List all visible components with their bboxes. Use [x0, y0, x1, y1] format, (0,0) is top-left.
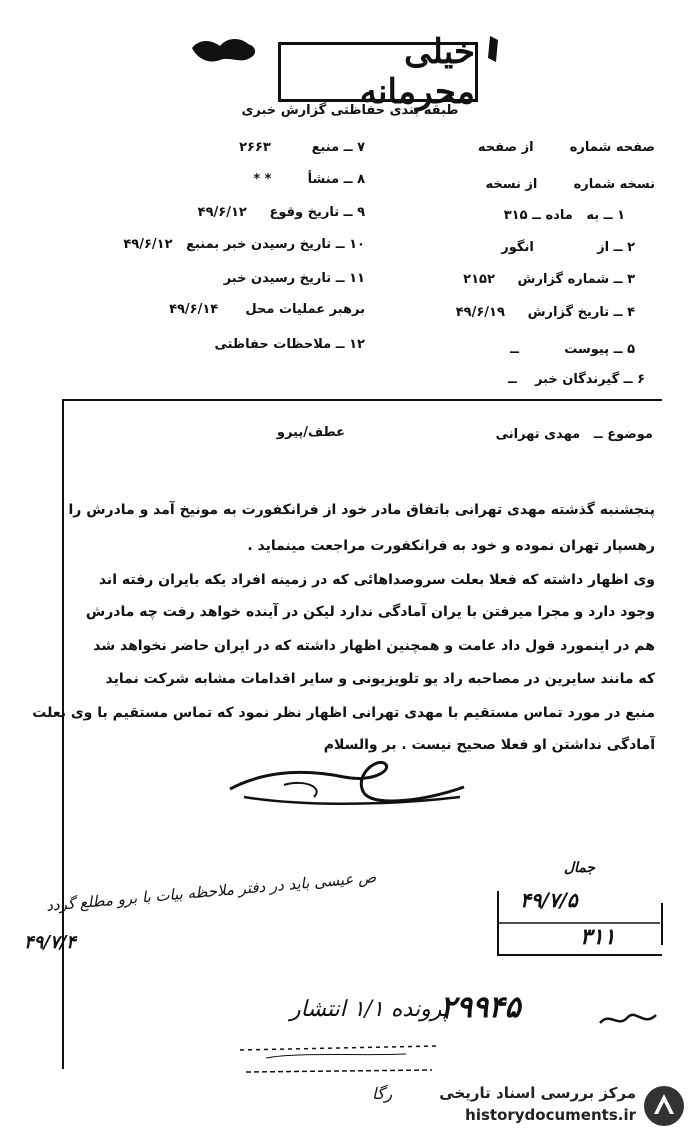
field-from: ۲ ــ از انگور: [501, 240, 635, 255]
field-occurrence-date: ۹ ــ تاریخ وقوع ۴۹/۶/۱۲: [197, 205, 365, 220]
body-line-4: وجود دارد و مجرا میرفتن با یران آمادگی ندارد لیکن در آینده خواهد رفت چه مادرش: [85, 604, 655, 620]
field-attachment: ۵ ــ پیوست ــ: [510, 342, 635, 357]
archive-number: ۲۹۹۴۵: [440, 990, 521, 1025]
margin-note-date: ۴۹/۷/۴: [24, 932, 76, 953]
field-to: ۱ ــ به ماده ــ ۳۱۵: [503, 208, 625, 223]
body-line-1: پنجشنبه گذشته مهدی تهرانی باتفاق مادر خود از فرانکفورت به مونیخ آمد و مادرش را: [68, 502, 655, 518]
stamp-text: خیلی محرمانه: [359, 32, 475, 112]
field-copy-number: نسخه شماره از نسخه: [485, 177, 655, 192]
field-report-number: ۳ ــ شماره گزارش ۲۱۵۲: [463, 272, 635, 287]
date-stamp-bottom: ۳۱۱: [580, 924, 616, 950]
body-line-7: منبع در مورد تماس مستقیم با مهدی تهرانی اظهار نظر نمود که تماس مستقیم با وی بعلت: [32, 705, 655, 721]
field-recipients: ۶ ــ گیرندگان خبر ــ: [507, 372, 645, 387]
watermark-url: historydocuments.ir: [465, 1106, 636, 1124]
field-origin: ۸ ــ منشأ * *: [253, 172, 365, 187]
watermark: [400, 1080, 690, 1134]
bottom-initials: رگا: [372, 1084, 393, 1103]
field-received-date: ۱۱ ــ تاریخ رسیدن خبر: [223, 271, 365, 286]
subject-line: موضوع ــ مهدی تهرانی: [495, 427, 653, 442]
field-local-operations: برهبر عملیات محل ۴۹/۶/۱۴: [169, 302, 365, 317]
field-page-number: صفحه شماره از صفحه: [477, 140, 655, 155]
classification-stamp: [278, 32, 478, 112]
field-report-date: ۴ ــ تاریخ گزارش ۴۹/۶/۱۹: [455, 305, 635, 320]
reference-label: عطف/پیرو: [276, 425, 345, 440]
field-source: ۷ ــ منبع ۲۶۶۳: [239, 140, 365, 155]
receiver-name: جمال: [563, 860, 595, 876]
archive-prefix-mark: [596, 1003, 662, 1033]
watermark-title: مرکز بررسی اسناد تاریخی: [439, 1084, 636, 1102]
archive-logo-icon: [642, 1084, 686, 1128]
field-source-received-date: ۱۰ ــ تاریخ رسیدن خبر بمنبع ۴۹/۶/۱۲: [123, 237, 365, 252]
date-stamp-top: ۴۹/۷/۵: [520, 888, 578, 912]
margin-note: ص عیسی باید در دفتر ملاحظه بیات با برو مطلع گردد: [45, 868, 377, 915]
document-subtitle: طبقه بندی حفاظتی گزارش خبری: [241, 103, 459, 118]
ink-mark-right: [484, 34, 504, 64]
body-line-8: آمادگی نداشتن او فعلا صحیح نیست . بر والسلام: [323, 737, 655, 753]
ink-blot-left: [190, 34, 260, 66]
body-line-5: هم در اینمورد قول داد عامت و همچنین اظهار داشته که در ایران حاضر نخواهد شد: [93, 638, 655, 654]
signature: [224, 757, 470, 817]
body-line-2: رهسپار تهران نموده و خود به فرانکفورت مراجعت مینماید .: [247, 538, 655, 554]
archive-note: پرونده ۱/۱ انتشار: [290, 997, 449, 1022]
body-line-3: وی اظهار داشته که فعلا بعلت سروصداهائی که در زمینه افراد یکه بایران رفته اند: [98, 572, 655, 588]
body-line-6: که مانند سایرین در مصاحبه راد یو تلویزیونی و سایر اقدامات مشابه شرکت نماید: [105, 671, 655, 687]
field-security-notes: ۱۲ ــ ملاحظات حفاظتی: [214, 337, 365, 352]
